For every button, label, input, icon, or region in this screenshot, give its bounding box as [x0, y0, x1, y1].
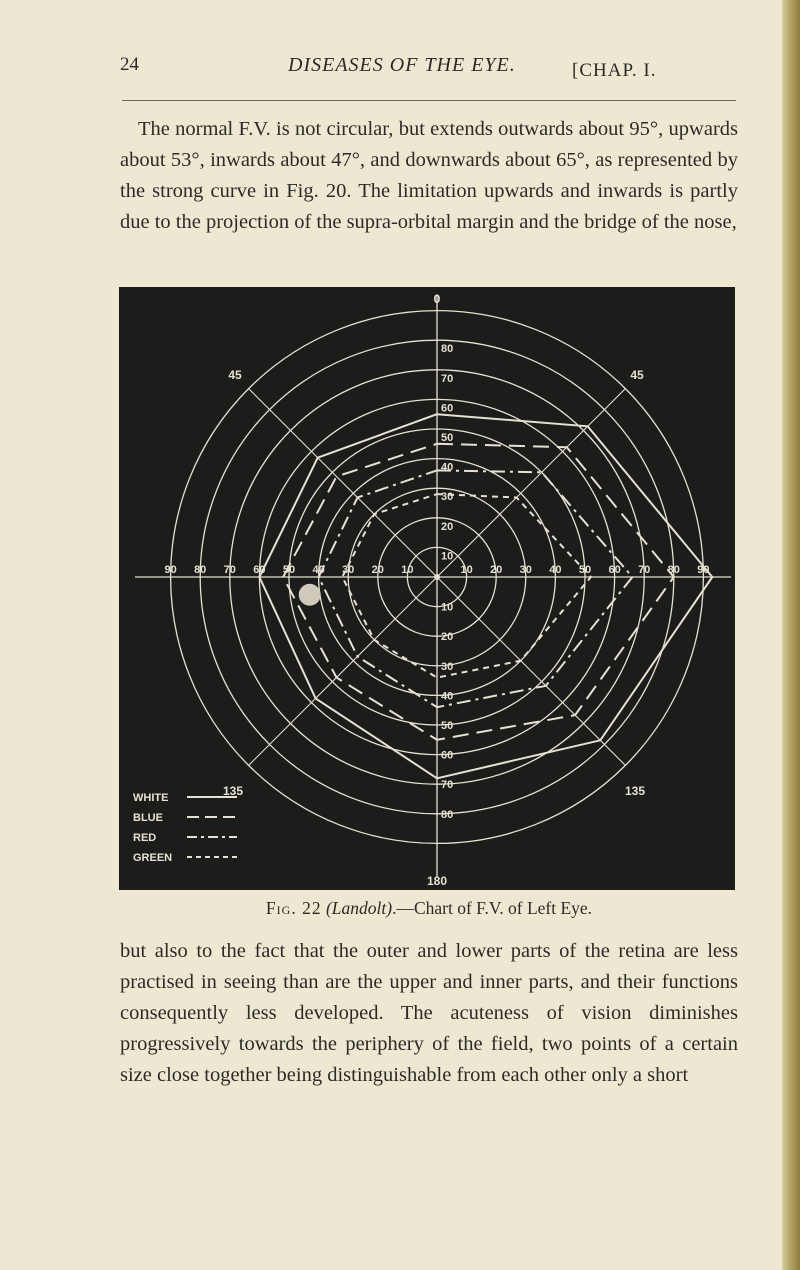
- legend-label: WHITE: [133, 792, 169, 804]
- tick-label-right: 40: [549, 564, 562, 576]
- caption-figure-label: Fig. 22: [265, 898, 322, 918]
- tick-label-down: 70: [441, 779, 454, 792]
- paragraph-top: The normal F.V. is not circular, but extends outwards about 95°, upwards about 53°, inwards about 47°, and downwards about 65°, as represented by the strong curve in Fig. 20. The limitation upwards and inwards is partly due to the projection of the supra-orbital margin and the bridge of the nose,: [120, 118, 738, 233]
- tick-label-down: 10: [441, 601, 454, 614]
- tick-label-right: 80: [667, 564, 680, 576]
- tick-label-down: 50: [441, 720, 454, 732]
- tick-label-down: 40: [441, 690, 454, 703]
- chapter-reference: [CHAP. I.: [572, 60, 657, 81]
- blind-spot: [299, 584, 321, 606]
- tick-label-up: 80: [441, 343, 454, 356]
- visual-field-chart: [119, 287, 735, 890]
- tick-label-right: 10: [460, 564, 473, 576]
- legend-label: GREEN: [133, 852, 173, 864]
- tick-label-up: 70: [441, 372, 454, 385]
- tick-label-up: 50: [441, 432, 454, 444]
- tick-label-left: 50: [282, 564, 296, 576]
- tick-label-right: 20: [490, 564, 503, 576]
- tick-label-right: 90: [697, 564, 710, 576]
- caption-author: (Landolt): [325, 898, 393, 918]
- header-rule: [122, 100, 736, 101]
- page-header: [120, 54, 740, 90]
- tick-label-left: 30: [342, 564, 355, 576]
- lower-left-angle-label: 135: [222, 784, 244, 798]
- tick-label-right: 60: [608, 564, 621, 576]
- page-number: 24: [120, 54, 139, 75]
- tick-label-up: 30: [441, 491, 454, 504]
- tick-label-left: 70: [223, 564, 236, 576]
- tick-label-down: 20: [441, 631, 454, 644]
- tick-label-right: 30: [519, 564, 532, 576]
- tick-label-left: 20: [371, 564, 384, 576]
- tick-label-up: 40: [441, 461, 454, 474]
- page-edge: [782, 0, 800, 1270]
- visual-field-chart-figure: [119, 287, 735, 890]
- paragraph-bottom: but also to the fact that the outer and lower parts of the retina are less practised in seeing than are the upper and inner parts, and their functions consequently less developed. The acuteness of vision diminishes progressively towards the periphery of the field, two points of a certain size close together being distinguishable from each other only a short: [120, 940, 738, 1086]
- tick-label-up: 10: [441, 550, 454, 563]
- caption-text: .—Chart of F.V. of Left Eye.: [392, 898, 593, 918]
- tick-label-down: 30: [441, 660, 454, 673]
- top-angle-label: 0: [433, 292, 441, 306]
- tick-label-right: 70: [638, 564, 651, 576]
- tick-label-left: 60: [253, 564, 266, 576]
- tick-label-left: 80: [194, 564, 207, 576]
- tick-label-right: 50: [578, 564, 592, 576]
- lower-right-angle-label: 135: [624, 784, 646, 798]
- tick-label-left: 90: [164, 564, 177, 576]
- upper-left-angle-label: 45: [228, 368, 242, 382]
- figure-caption: [120, 898, 738, 919]
- tick-label-left: 40: [312, 564, 325, 576]
- running-title: DISEASES OF THE EYE.: [288, 54, 516, 76]
- tick-label-down: 80: [441, 808, 454, 821]
- tick-label-down: 60: [441, 749, 454, 762]
- bottom-angle-label: 180: [426, 874, 448, 888]
- legend-label: RED: [133, 832, 157, 844]
- fixation-point: [434, 574, 440, 580]
- tick-label-up: 60: [441, 402, 454, 415]
- tick-label-left: 10: [401, 564, 414, 576]
- tick-label-up: 20: [441, 520, 454, 533]
- upper-right-angle-label: 45: [630, 368, 644, 382]
- legend-label: BLUE: [133, 812, 163, 824]
